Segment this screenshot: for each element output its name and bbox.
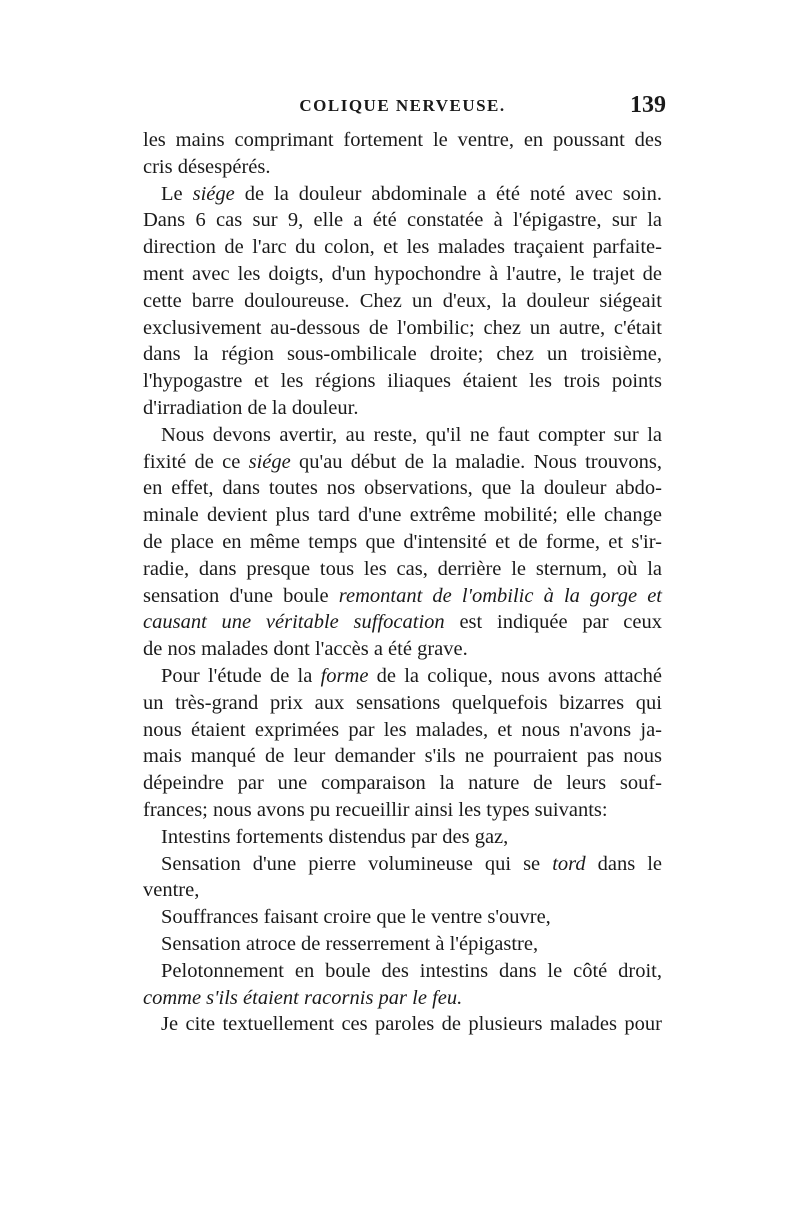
text-segment: de la douleur abdominale a été noté avec soin. (234, 182, 662, 205)
text-segment: cette barre douloureuse. Chez un d'eux, la douleur siégeait (143, 289, 662, 312)
text-line (143, 395, 662, 422)
text-segment: Dans 6 cas sur 9, elle a été constatée à l'épigastre, sur la (143, 209, 662, 232)
text-segment: d'irradiation de la douleur. (143, 396, 359, 419)
text-line (143, 207, 662, 234)
text-line (143, 288, 662, 315)
text-line (143, 717, 662, 744)
italic-text: forme (320, 664, 369, 687)
italic-text: siége (192, 182, 235, 205)
text-line (143, 904, 662, 931)
text-segment: qu'au début de la maladie. Nous trouvons, (290, 450, 662, 473)
text-segment: est indiquée par ceux (444, 611, 663, 634)
running-head (143, 92, 666, 126)
text-segment: un très-grand prix aux sensations quelquefois bizarres qui (143, 691, 662, 714)
text-line (143, 422, 662, 449)
text-line (143, 663, 662, 690)
text-line (143, 341, 662, 368)
text-line (143, 690, 662, 717)
text-line (143, 770, 662, 797)
text-line (143, 985, 662, 1012)
text-line (143, 743, 662, 770)
text-segment: Sensation d'une pierre volumineuse qui se (161, 852, 553, 875)
text-line (143, 261, 662, 288)
text-segment: ventre, (143, 879, 200, 902)
italic-text: siége (248, 450, 291, 473)
italic-text: remontant de l'ombilic à la gorge et (338, 584, 662, 607)
text-line (143, 529, 662, 556)
text-segment: radie, dans presque tous les cas, derrière le sternum, où la (143, 557, 662, 580)
text-segment: direction de l'arc du colon, et les malades traçaient parfaite- (143, 236, 662, 259)
text-segment: Intestins fortements distendus par des gaz, (161, 825, 509, 848)
text-segment: Souffrances faisant croire que le ventre s'ouvre, (161, 906, 551, 929)
text-segment: en effet, dans toutes nos observations, que la douleur abdo- (143, 477, 662, 500)
text-segment: dans le (585, 852, 663, 875)
text-line (143, 449, 662, 476)
text-segment: dépeindre par une comparaison la nature de leurs souf- (143, 772, 662, 795)
body-text (143, 127, 662, 1038)
text-line (143, 368, 662, 395)
text-line (143, 315, 662, 342)
text-line (143, 127, 662, 154)
text-segment: de la colique, nous avons attaché (368, 664, 663, 687)
text-segment: Le (161, 182, 193, 205)
text-line (143, 609, 662, 636)
text-segment: Pour l'étude de la (161, 664, 321, 687)
text-line (143, 502, 662, 529)
text-line (143, 154, 662, 181)
text-line (143, 958, 662, 985)
text-line (143, 824, 662, 851)
text-segment: nous étaient exprimées par les malades, et nous n'avons ja- (143, 718, 662, 741)
text-segment: frances; nous avons pu recueillir ainsi les types suivants: (143, 798, 608, 821)
text-line (143, 1011, 662, 1038)
text-segment: sensation d'une boule (143, 584, 339, 607)
text-segment: exclusivement au-dessous de l'ombilic; chez un autre, c'était (143, 316, 662, 339)
text-segment: ment avec les doigts, d'un hypochondre à l'autre, le trajet de (143, 262, 662, 285)
text-line (143, 797, 662, 824)
text-line (143, 234, 662, 261)
text-segment: fixité de ce (143, 450, 249, 473)
text-segment: de nos malades dont l'accès a été grave. (143, 638, 468, 661)
text-segment: minale devient plus tard d'une extrême mobilité; elle change (143, 504, 662, 527)
text-segment: cris désespérés. (143, 155, 271, 178)
text-segment: dans la région sous-ombilicale droite; chez un troisième, (143, 343, 662, 366)
text-line (143, 475, 662, 502)
text-line (143, 636, 662, 663)
text-segment: Pelotonnement en boule des intestins dans le côté droit, (161, 959, 662, 982)
text-segment: de place en même temps que d'intensité et de forme, et s'ir- (143, 530, 662, 553)
text-line (143, 877, 662, 904)
text-line (143, 851, 662, 878)
text-segment: Nous devons avertir, au reste, qu'il ne faut compter sur la (161, 423, 662, 446)
text-segment: mais manqué de leur demander s'ils ne pourraient pas nous (143, 745, 662, 768)
text-line (143, 931, 662, 958)
text-line (143, 556, 662, 583)
text-segment: l'hypogastre et les régions iliaques étaient les trois points (143, 370, 662, 393)
text-line (143, 583, 662, 610)
text-line (143, 181, 662, 208)
page-number: 139 (630, 92, 666, 118)
italic-text: tord (552, 852, 586, 875)
text-segment: Je cite textuellement ces paroles de plusieurs malades pour (161, 1013, 662, 1036)
text-segment: les mains comprimant fortement le ventre, en poussant des (143, 129, 662, 151)
italic-text: causant une véritable suffocation (143, 611, 445, 634)
italic-text: comme s'ils étaient racornis par le feu. (143, 986, 463, 1009)
running-title: COLIQUE NERVEUSE. (299, 96, 506, 115)
text-segment: Sensation atroce de resserrement à l'épigastre, (161, 932, 539, 955)
